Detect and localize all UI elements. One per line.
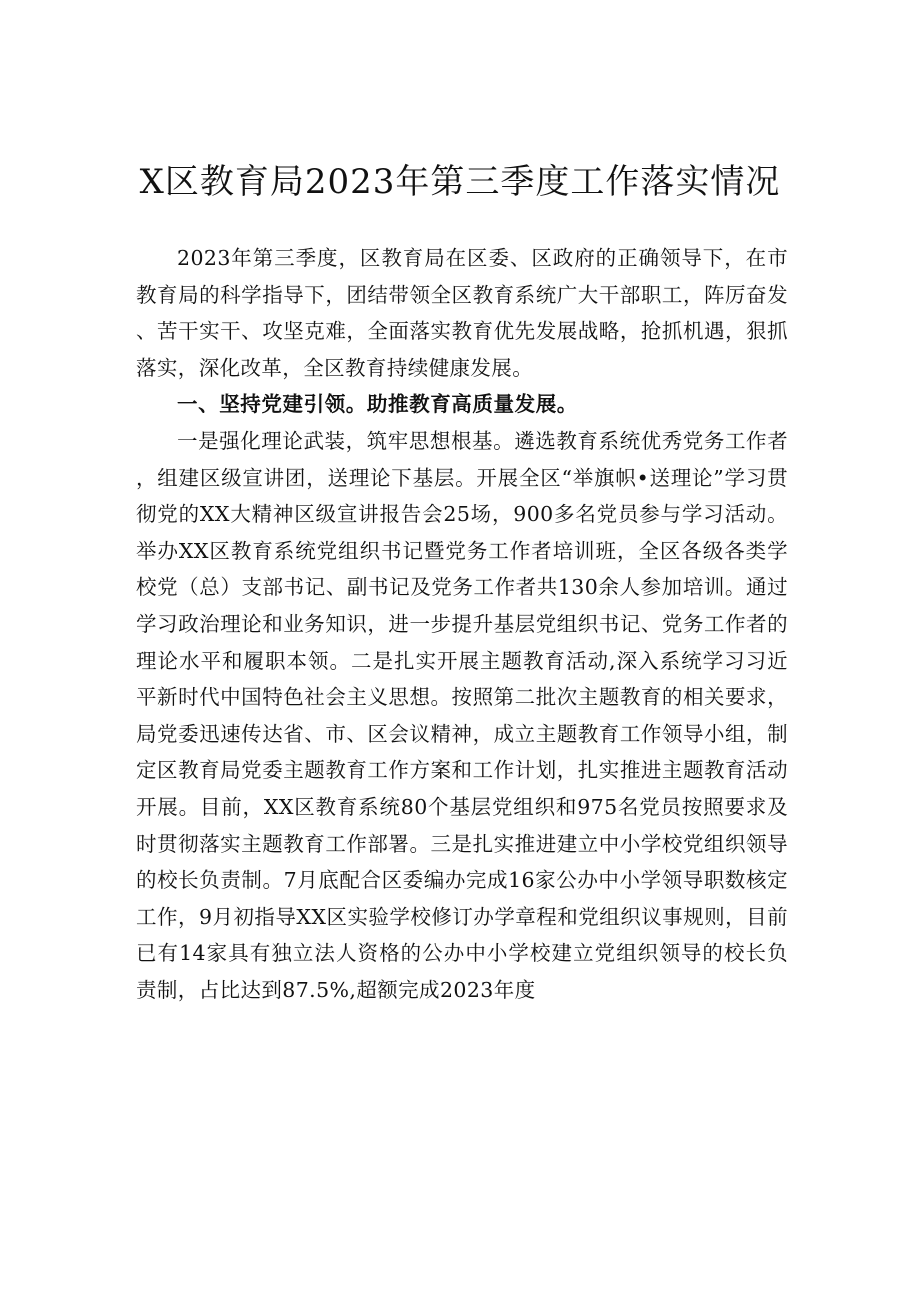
section-heading-1: 一、坚持党建引领。助推教育高质量发展。 <box>177 392 578 417</box>
section-1-paragraph: 一是强化理论武装，筑牢思想根基。遴选教育系统优秀党务工作者，组建区级宣讲团，送理论下基层。开展全区“举旗帜•送理论”学习贯彻党的XX大精神区级宣讲报告会25场，900多名党员参与学习活动。举办XX区教育系统党组织书记暨党务工作者培训班，全区各级各类学校党（总）支部书记、副书记及党务工作者共130余人参加培训。通过学习政治理论和业务知识，进一步提升基层党组织书记、党务工作者的理论水平和履职本领。二是扎实开展主题教育活动,深入系统学习习近平新时代中国特色社会主义思想。按照第二批次主题教育的相关要求，局党委迅速传达省、市、区会议精神，成立主题教育工作领导小组，制定区教育局党委主题教育工作方案和工作计划，扎实推进主题教育活动开展。目前，XX区教育系统80个基层党组织和975名党员按照要求及时贯彻落实主题教育工作部署。三是扎实推进建立中小学校党组织领导的校长负责制。7月底配合区委编办完成16家公办中小学领导职数核定工作，9月初指导XX区实验学校修订办学章程和党组织议事规则，目前已有14家具有独立法人资格的公办中小学校建立党组织领导的校长负责制，占比达到87.5%,超额完成2023年度 <box>136 428 788 1002</box>
intro-paragraph: 2023年第三季度，区教育局在区委、区政府的正确领导下，在市教育局的科学指导下，团结带领全区教育系统广大干部职工，阵厉奋发、苦干实干、攻坚克难，全面落实教育优先发展战略，抢抓机遇，狠抓落实，深化改革，全区教育持续健康发展。 <box>136 246 788 380</box>
document-body <box>136 240 788 1008</box>
document-title: X区教育局2023年第三季度工作落实情况 <box>139 162 781 202</box>
